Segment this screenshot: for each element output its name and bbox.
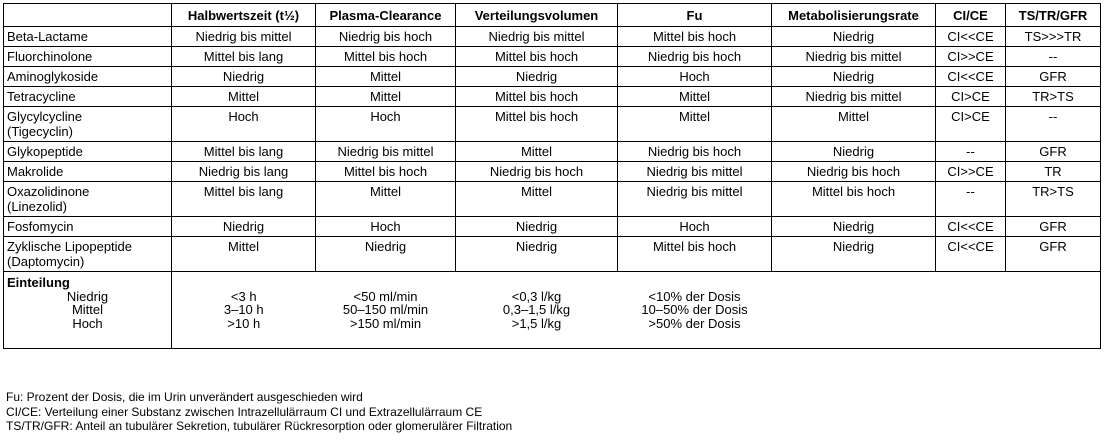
table-cell: Niedrig [772,27,936,47]
table-cell: Niedrig [772,237,936,272]
table-cell: Mittel bis hoch [618,27,772,47]
table-cell: Niedrig bis lang [172,162,316,182]
table-cell: TR>TS [1006,87,1101,107]
row-label: Fosfomycin [4,217,172,237]
table-cell: Niedrig [316,237,456,272]
table-cell: CI>>CE [936,47,1006,67]
header-ci-ce: CI/CE [936,4,1006,27]
table-cell: CI>>CE [936,162,1006,182]
table-cell: Niedrig [172,217,316,237]
table-cell: GFR [1006,142,1101,162]
table-cell: Niedrig bis mittel [618,182,772,217]
table-cell: Niedrig bis mittel [772,47,936,67]
table-cell: GFR [1006,237,1101,272]
row-label: Glykopeptide [4,142,172,162]
table-row [4,237,1101,272]
table-cell: Hoch [618,67,772,87]
table-cell: Niedrig bis mittel [772,87,936,107]
table-cell: Mittel [618,87,772,107]
legend-empty [772,272,1101,349]
table-row [4,87,1101,107]
table-cell: Mittel [172,237,316,272]
table-cell: Mittel bis hoch [316,162,456,182]
legend-value: 3–10 h [223,302,264,317]
row-label: Fluorchinolone [4,47,172,67]
row-label-line: (Linezolid) [7,199,67,214]
legend-clearance [316,272,456,349]
footnote-ci-ce: CI/CE: Verteilung einer Substanz zwischen Intrazellulärraum CI und Extrazellulärraum CE [6,404,483,419]
row-label: Beta-Lactame [4,27,172,47]
table-cell: GFR [1006,67,1101,87]
table-cell: Mittel [618,107,772,142]
row-label: Aminoglykoside [4,67,172,87]
table-row [4,162,1101,182]
table-cell: Mittel bis hoch [456,107,618,142]
header-cell-empty [4,4,172,27]
footnote-fu: Fu: Prozent der Dosis, die im Urin unverändert ausgeschieden wird [6,390,363,404]
table-row [4,142,1101,162]
table-cell: Niedrig bis mittel [618,162,772,182]
legend-label-niedrig: Niedrig [66,288,109,304]
table-cell: CI<<CE [936,237,1006,272]
table-cell: Mittel bis lang [172,47,316,67]
legend-value: >1,5 l/kg [511,315,562,331]
legend-halbwertszeit [172,272,316,349]
table-cell: Niedrig bis mittel [456,27,618,47]
table-row [4,182,1101,217]
legend-value: <3 h [230,288,257,304]
row-label-line: Glycylcycline [7,109,83,124]
legend-value: <10% der Dosis [648,288,741,304]
legend-label-mittel: Mittel [71,302,104,317]
table-cell: Mittel bis lang [172,142,316,162]
legend-fu [618,272,772,349]
row-label [4,237,172,272]
row-label-line: Zyklische Lipopeptide [7,239,133,254]
table-cell: Niedrig bis hoch [456,162,618,182]
table-cell: Niedrig bis hoch [618,142,772,162]
table-cell: Niedrig bis hoch [772,162,936,182]
table-cell: Mittel [316,87,456,107]
table-cell: Hoch [316,107,456,142]
row-label: Tetracycline [4,87,172,107]
footnote-ts-tr-gfr: TS/TR/GFR: Anteil an tubulärer Sekretion, tubulärer Rückresorption oder glomerulärer Filtration [6,419,513,433]
table-row [4,107,1101,142]
table-cell: Mittel [772,107,936,142]
row-label-line: (Tigecyclin) [7,124,73,139]
table-cell: Niedrig [456,237,618,272]
table-cell: -- [936,182,1006,217]
table-cell: CI>CE [936,107,1006,142]
table-cell: Mittel [316,182,456,217]
table-cell: Mittel [172,87,316,107]
table-cell: TR>TS [1006,182,1101,217]
table-cell: Mittel bis hoch [316,47,456,67]
legend-label-hoch: Hoch [72,315,103,331]
table-cell: Hoch [172,107,316,142]
table-cell: Mittel bis hoch [456,87,618,107]
table-cell: -- [936,142,1006,162]
table-row [4,67,1101,87]
table-row [4,217,1101,237]
legend-value: <50 ml/min [353,288,418,304]
table-cell: -- [1006,47,1101,67]
table-cell: Niedrig [772,142,936,162]
legend-value: 0,3–1,5 l/kg [502,302,571,317]
table-cell: Mittel [316,67,456,87]
table-cell: Mittel bis hoch [772,182,936,217]
legend-title: Einteilung [7,275,70,290]
legend-value: >10 h [227,315,261,331]
table-cell: CI<<CE [936,217,1006,237]
header-verteilungsvolumen: Verteilungsvolumen [456,4,618,27]
legend-volumen [456,272,618,349]
header-row [4,4,1101,27]
table-cell: Mittel [456,142,618,162]
table-cell: Niedrig [456,217,618,237]
header-fu: Fu [618,4,772,27]
table-cell: Niedrig bis mittel [316,142,456,162]
table-cell: GFR [1006,217,1101,237]
table-cell: TR [1006,162,1101,182]
row-label-line: (Daptomycin) [7,254,85,269]
legend-value: >50% der Dosis [648,315,741,331]
table-cell: CI<<CE [936,67,1006,87]
pharmacokinetics-table [3,3,1101,349]
row-label-line: Oxazolidinone [7,184,90,199]
table-cell: Hoch [618,217,772,237]
legend-label-cell [4,272,172,349]
legend-value: 10–50% der Dosis [641,302,748,317]
legend-value: 50–150 ml/min [342,302,429,317]
table-row [4,27,1101,47]
table-cell: -- [1006,107,1101,142]
table-cell: Mittel bis hoch [456,47,618,67]
table-cell: TS>>>TR [1006,27,1101,47]
footnotes [6,390,512,434]
header-ts-tr-gfr: TS/TR/GFR [1006,4,1101,27]
legend-value: <0,3 l/kg [511,288,562,304]
table-cell: CI>CE [936,87,1006,107]
table-cell: Niedrig [772,217,936,237]
table-cell: Mittel bis hoch [618,237,772,272]
table-cell: Niedrig [172,67,316,87]
table-cell: Niedrig bis hoch [618,47,772,67]
row-label [4,107,172,142]
row-label [4,182,172,217]
table-cell: Mittel bis lang [172,182,316,217]
table-cell: Niedrig [456,67,618,87]
table-cell: Niedrig bis mittel [172,27,316,47]
header-halbwertszeit: Halbwertszeit (t½) [172,4,316,27]
header-metabolisierungsrate: Metabolisierungsrate [772,4,936,27]
legend-value: >150 ml/min [349,315,422,331]
row-label: Makrolide [4,162,172,182]
legend-row [4,272,1101,349]
table-row [4,47,1101,67]
table-cell: Hoch [316,217,456,237]
table-cell: CI<<CE [936,27,1006,47]
table-cell: Niedrig [772,67,936,87]
table-cell: Mittel [456,182,618,217]
table-cell: Niedrig bis hoch [316,27,456,47]
header-plasma-clearance: Plasma-Clearance [316,4,456,27]
